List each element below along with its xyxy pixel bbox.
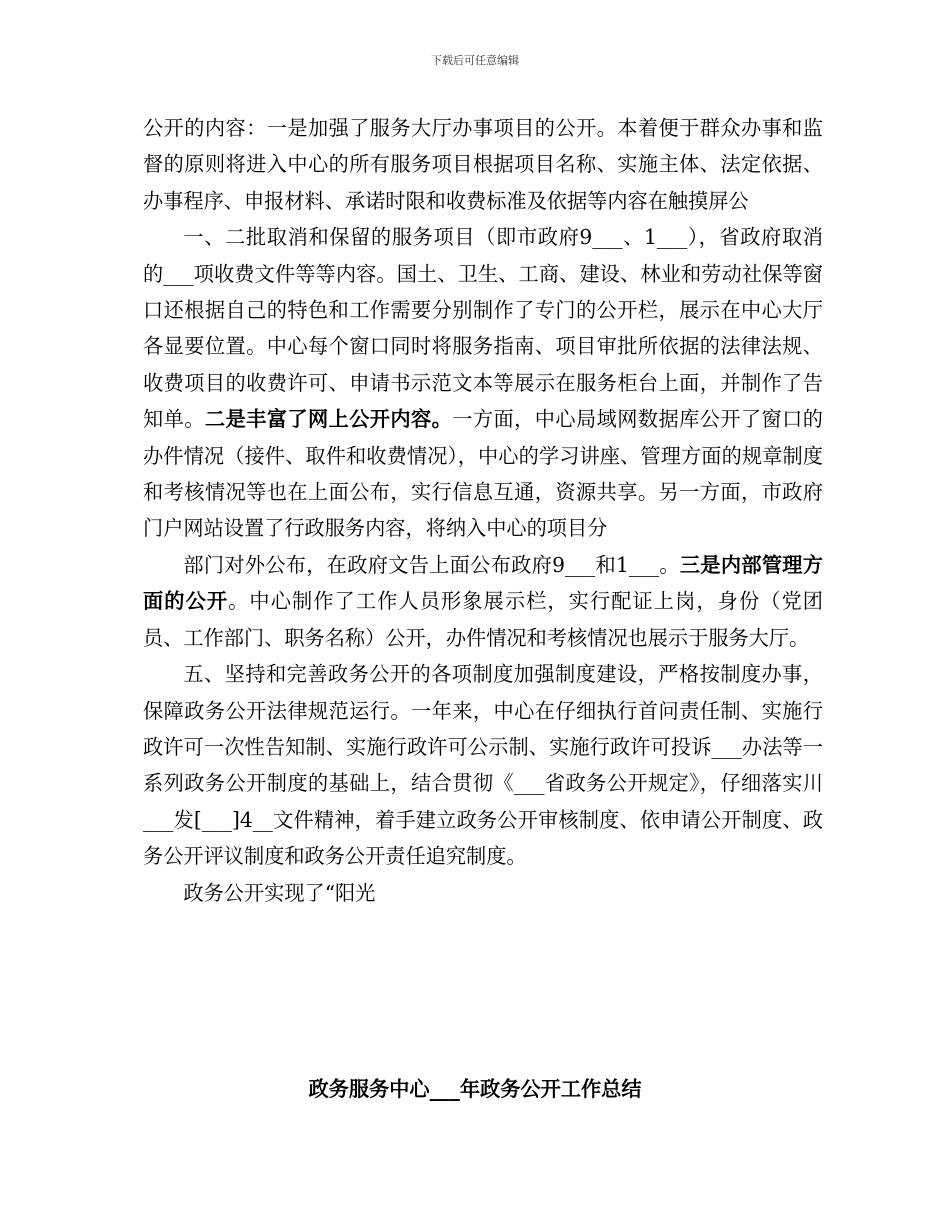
paragraph-3-bold-heading: 三是内部管理方面的公开 <box>143 552 823 614</box>
paragraph-2 <box>143 219 823 547</box>
document-title: 政务服务中心___年政务公开工作总结 <box>308 1077 642 1101</box>
paragraph-3 <box>143 547 823 656</box>
paragraph-2-text-a: 一、二批取消和保留的服务项目（即市政府9___、1___），省政府取消的___项收费文件等等内容。国土、卫生、工商、建设、林业和劳动社保等窗口还根据自己的特色和工作需要分别制作了专门的公开栏，展示在中心大厅各显要位置。中心每个窗口同时将服务指南、项目审批所依据的法律法规、收费项目的收费许可、申请书示范文本等展示在服务柜台上面，并制作了告知单。 <box>143 225 823 432</box>
paragraph-4: 五、坚持和完善政务公开的各项制度加强制度建设，严格按制度办事，保障政务公开法律规范运行。一年来，中心在仔细执行首问责任制、实施行政许可一次性告知制、实施行政许可公示制、实施行政许可投诉___办法等一系列政务公开制度的基础上，结合贯彻《___省政务公开规定》，仔细落实川___发[___]4__文件精神，着手建立政务公开审核制度、依申请公开制度、政务公开评议制度和政务公开责任追究制度。 <box>143 662 823 869</box>
paragraph-3-text-c: 。中心制作了工作人员形象展示栏，实行配证上岗，身份（党团员、工作部门、职务名称）公开，办件情况和考核情况也展示于服务大厅。 <box>143 589 823 650</box>
page-header: 下载后可任意编辑 <box>431 54 519 67</box>
paragraph-1: 公开的内容：一是加强了服务大厅办事项目的公开。本着便于群众办事和监督的原则将进入中心的所有服务项目根据项目名称、实施主体、法定依据、办事程序、申报材料、承诺时限和收费标准及依据等内容在触摸屏公 <box>143 116 823 213</box>
paragraph-2-text-c: 一方面，中心局域网数据库公开了窗口的办件情况（接件、取件和收费情况），中心的学习讲座、管理方面的规章制度和考核情况等也在上面公布，实行信息互通，资源共享。另一方面，市政府门户网站设置了行政服务内容，将纳入中心的项目分 <box>143 407 823 541</box>
paragraph-3-text-a: 部门对外公布，在政府文告上面公布政府9___和1___。 <box>183 552 680 577</box>
paragraph-2-bold-heading: 二是丰富了网上公开内容。 <box>204 407 453 432</box>
paragraph-5: 政务公开实现了“阳光 <box>183 880 376 905</box>
document-body <box>143 110 823 911</box>
